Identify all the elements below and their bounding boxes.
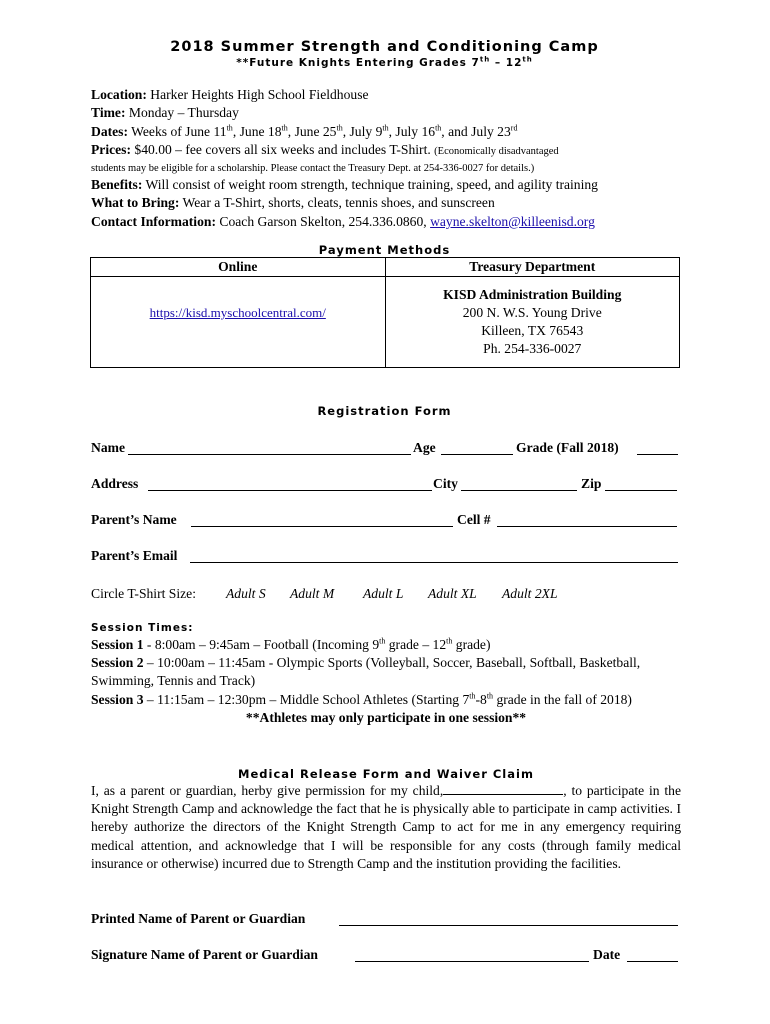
name-label: Name [91,440,125,455]
session-text: -8 [475,691,487,707]
size-option[interactable]: Adult XL [428,586,477,601]
signature-row [91,947,678,965]
sessions-heading: Session Times: [91,622,194,634]
benefits-label: Benefits: [91,177,143,193]
session-label: Session 1 [91,637,144,652]
document-subtitle [91,56,678,70]
contact-value: Coach Garson Skelton, 254.336.0860, [215,213,431,229]
grade-field[interactable] [637,440,678,455]
benefits-line [91,176,678,194]
name-row [91,440,678,458]
subtitle-sup: th [479,55,491,64]
dates-text: , June 18 [232,123,282,139]
contact-label: Contact Information: [91,213,216,229]
session-note: **Athletes may only participate in one session** [245,709,527,725]
name-field[interactable] [128,440,411,455]
prices-label: Prices: [91,141,131,157]
medical-paragraph [91,782,681,873]
contact-email-link[interactable]: wayne.skelton@killeenisd.org [430,213,595,229]
location-line [91,86,678,104]
prices-note: (Economically disadvantaged [434,145,559,157]
parent-row [91,512,678,530]
cell-field[interactable] [497,512,677,527]
address-label: Address [91,476,139,491]
subtitle-text: – 12 [490,57,523,69]
treasury-header: Treasury Department [385,258,680,277]
session-text: - 8:00am – 9:45am – Football (Incoming 9 [143,637,380,652]
sup: th [379,636,386,646]
registration-heading: Registration Form [317,404,452,418]
session-text: – 10:00am – 11:45am - Olympic Sports (Volleyball, Soccer, Baseball, Softball, Basketball, Swimming, Tennis and Track) [91,655,641,689]
dates-text: Weeks of June 11 [128,123,227,139]
bring-line [91,194,678,212]
table-row [91,277,680,368]
subtitle-sup: th [522,55,533,64]
sup: th [435,123,442,133]
date-label: Date [593,947,621,962]
session-text: – 11:15am – 12:30pm – Middle School Athletes (Starting 7 [143,691,470,707]
medical-release [91,766,681,873]
parent-email-field[interactable] [190,548,678,563]
signature-label: Signature Name of Parent or Guardian [91,947,318,962]
session-text: grade in the fall of 2018) [493,691,632,707]
session-1 [91,636,681,654]
address-row [91,476,678,494]
time-label: Time: [91,105,126,121]
bring-value: Wear a T-Shirt, shorts, cleats, tennis shoes, and sunscreen [179,195,495,211]
session-label: Session 3 [91,691,144,707]
session-2 [91,654,681,690]
medical-text: I, as a parent or guardian, herby give permission for my child, [91,783,444,798]
dates-label: Dates: [91,123,128,139]
document-page [91,38,682,962]
payment-heading: Payment Methods [318,243,451,258]
medical-text: , to participate in the Knight Strength Camp and acknowledge the fact that he is physically able to participate in camp activities. I hereby authorize the directors of the Knight Strength Camp to act for me in any emergency requiring medical attention, and acknowledge that I will be responsible for any costs (through family medical insurance or otherwise) incurred due to Strength Camp and the institution providing the facilities. [91,783,682,871]
location-value: Harker Heights High School Fieldhouse [146,87,369,102]
printed-name-label: Printed Name of Parent or Guardian [91,911,306,926]
size-option[interactable]: Adult S [226,586,266,601]
online-header: Online [91,258,386,277]
age-field[interactable] [441,440,513,455]
zip-field[interactable] [605,476,677,491]
session-text: grade – 12 [385,637,447,652]
medical-heading: Medical Release Form and Waiver Claim [238,767,534,781]
contact-line [91,213,678,231]
printed-name-field[interactable] [339,911,678,926]
subtitle-text: **Future Knights Entering Grades 7 [236,57,480,69]
parent-name-label: Parent’s Name [91,512,177,527]
dates-text: , and July 23 [441,123,511,139]
session-label: Session 2 [91,655,144,671]
session-times [91,620,681,727]
camp-info [91,86,678,231]
tshirt-row [91,586,678,604]
size-option[interactable]: Adult L [363,586,404,601]
benefits-value: Will consist of weight room strength, technique training, speed, and agility training [142,177,598,193]
cell-label: Cell # [457,512,491,527]
bring-label: What to Bring: [91,195,180,211]
time-line [91,104,678,122]
signature-field[interactable] [355,947,589,962]
sup: th [446,636,453,646]
time-value: Monday – Thursday [125,105,239,121]
treasury-line: Killeen, TX 76543 [481,323,584,339]
city-field[interactable] [461,476,577,491]
sup: rd [510,123,518,133]
sup: th [226,123,233,133]
payment-table [90,257,680,368]
dates-line [91,123,678,141]
treasury-line: 200 N. W.S. Young Drive [462,305,602,321]
prices-note-line: students may be eligible for a scholarship. Please contact the Treasury Dept. at 254-336-0027 for details.) [91,163,535,175]
online-payment-link[interactable]: https://kisd.myschoolcentral.com/ [149,305,326,321]
session-3 [91,691,681,709]
tshirt-label: Circle T-Shirt Size: [91,586,196,601]
sup: th [486,691,494,701]
date-field[interactable] [627,947,678,962]
document-title: 2018 Summer Strength and Conditioning Camp [170,39,599,55]
treasury-line: KISD Administration Building [443,287,622,303]
sup: th [469,691,476,701]
size-option[interactable]: Adult 2XL [502,586,558,601]
dates-text: , July 16 [388,123,436,139]
child-name-field[interactable] [443,782,563,795]
zip-label: Zip [581,476,602,491]
dates-text: , July 9 [342,123,383,139]
sup: th [336,123,343,133]
online-cell [91,277,386,368]
session-text: grade) [452,637,491,652]
treasury-line: Ph. 254-336-0027 [483,341,582,357]
city-label: City [433,476,458,491]
parent-name-field[interactable] [191,512,453,527]
size-option[interactable]: Adult M [290,586,335,601]
dates-text: , June 25 [287,123,337,139]
grade-label: Grade (Fall 2018) [516,440,619,455]
prices-line [91,141,678,161]
age-label: Age [413,440,436,455]
address-field[interactable] [148,476,432,491]
table-row [91,258,680,277]
sup: th [382,123,389,133]
location-label: Location: [91,87,147,102]
prices-value: $40.00 – fee covers all six weeks and includes T-Shirt. [131,141,435,157]
printed-name-row [91,911,678,929]
parent-email-row [91,548,678,566]
parent-email-label: Parent’s Email [91,548,178,563]
treasury-cell [385,277,680,368]
sup: th [281,123,288,133]
